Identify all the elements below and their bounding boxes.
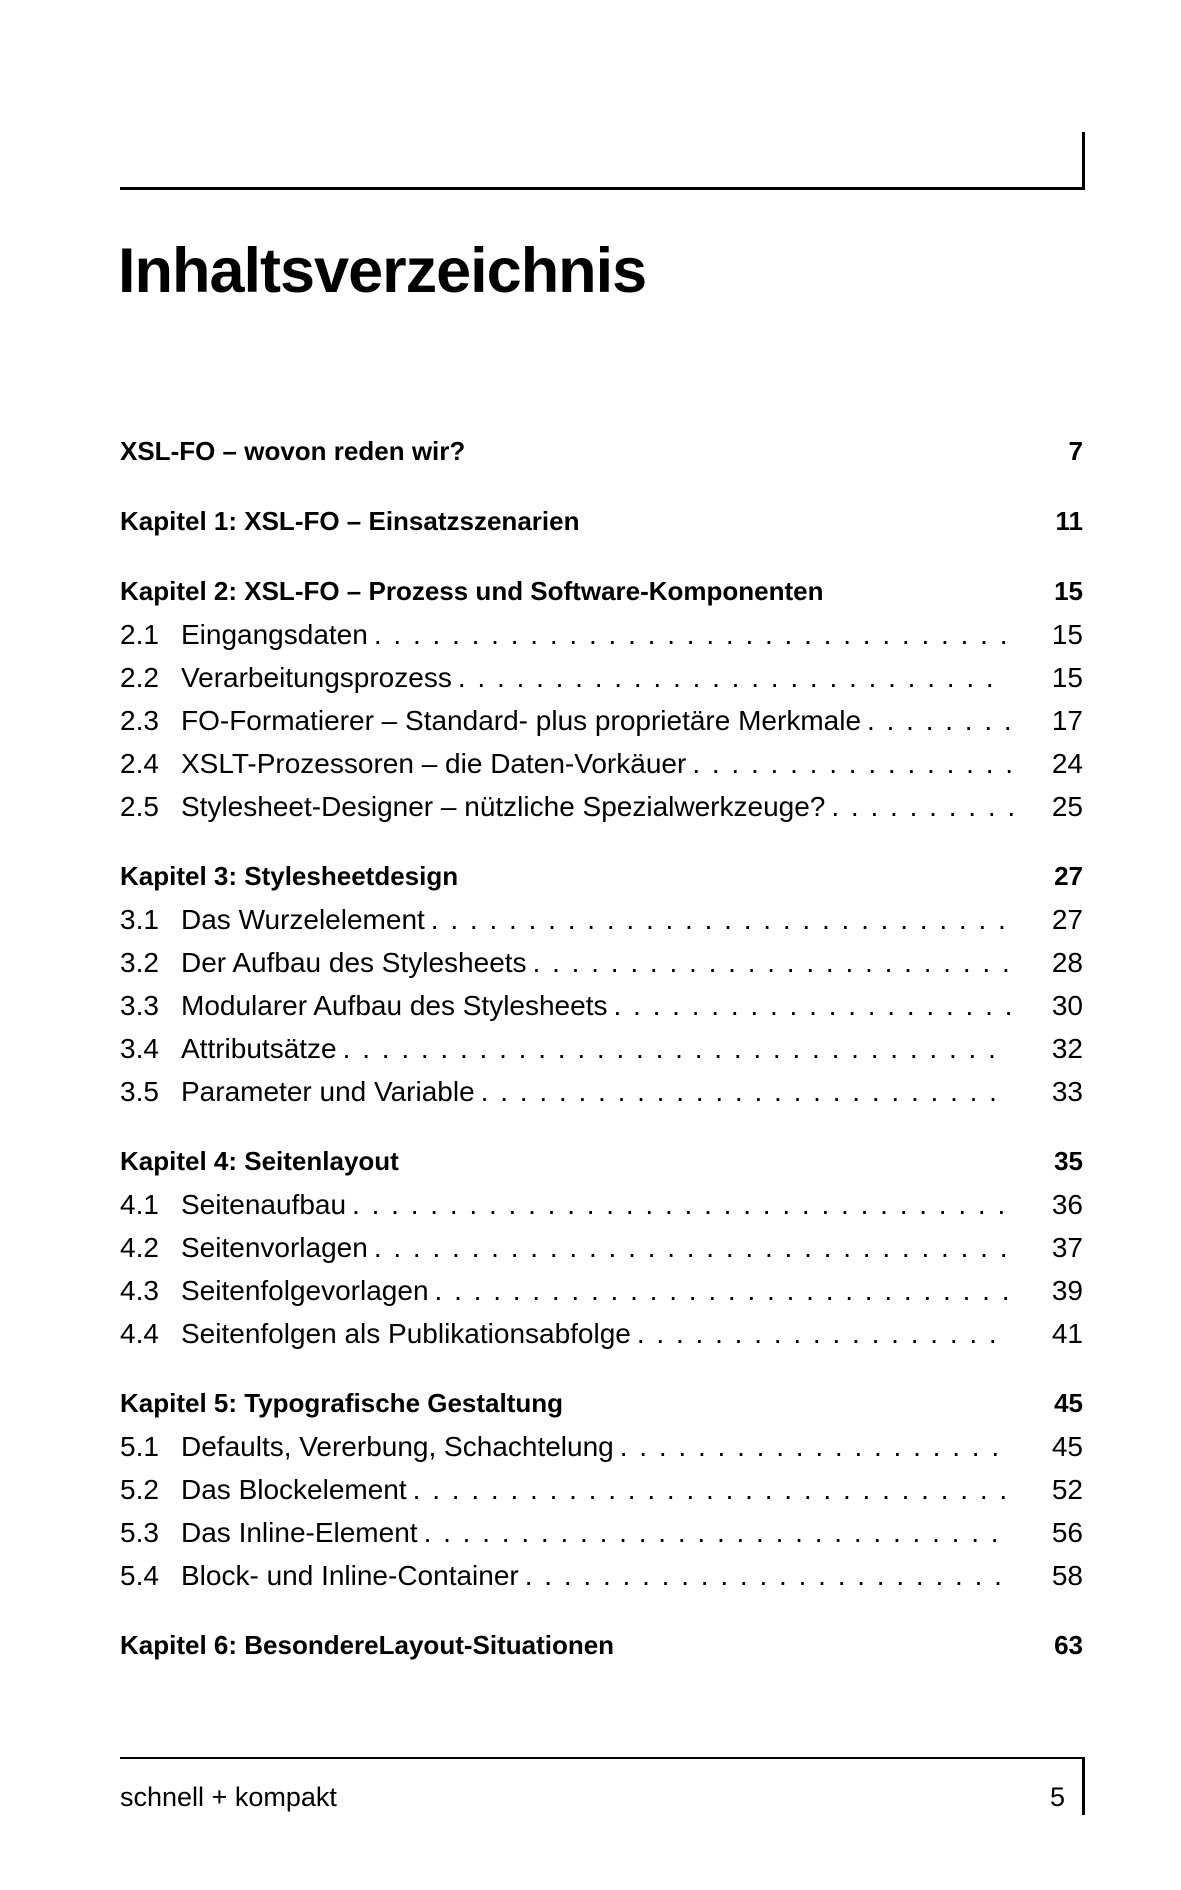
toc-dot-leader (458, 656, 1008, 699)
toc-section-entry (120, 1226, 1083, 1269)
toc-page-number: 28 (1051, 947, 1083, 978)
toc-section-title: Eingangsdaten (181, 619, 368, 650)
toc-section-number: 4.3 (120, 1275, 159, 1306)
toc-dot-leader (431, 898, 1008, 941)
toc-section-entry (120, 1425, 1083, 1468)
toc-section-number: 4.4 (120, 1318, 159, 1349)
toc-section-number: 5.4 (120, 1560, 159, 1591)
toc-section-entry (120, 785, 1083, 828)
toc-chapter-entry (120, 1140, 1083, 1183)
toc-chapter-entry (120, 1382, 1083, 1425)
toc-section-number: 2.1 (120, 619, 159, 650)
toc-section-title: Block- und Inline-Container (181, 1560, 519, 1591)
toc-page-number: 58 (1051, 1560, 1083, 1591)
toc-section-title: Das Blockelement (181, 1474, 407, 1505)
footer-series-title: schnell + kompakt (120, 1782, 337, 1812)
toc-section-entry (120, 898, 1083, 941)
toc-section-number: 5.2 (120, 1474, 159, 1505)
toc-section-entry (120, 1312, 1083, 1355)
toc-page-number: 56 (1051, 1517, 1083, 1548)
toc-dot-leader (374, 1226, 1007, 1269)
toc-dot-leader (613, 984, 1010, 1027)
toc-page-number: 45 (1054, 1388, 1083, 1418)
toc-section-number: 2.4 (120, 748, 159, 779)
toc-page-number: 15 (1054, 576, 1083, 606)
toc-section-title: Seitenfolgen als Publikationsabfolge (181, 1318, 631, 1349)
toc-section-entry (120, 1070, 1083, 1113)
toc-section-title: Seitenfolgevorlagen (181, 1275, 429, 1306)
toc-section-number: 2.5 (120, 791, 159, 822)
toc-page-number: 52 (1051, 1474, 1083, 1505)
toc-dot-leader (374, 613, 1007, 656)
toc-section-title: FO-Formatierer – Standard- plus proprietäre Merkmale (181, 705, 862, 736)
toc-chapter-title: Kapitel 4: Seitenlayout (120, 1146, 399, 1176)
toc-section-number: 3.1 (120, 904, 159, 935)
toc-section-entry (120, 984, 1083, 1027)
toc-section-title: Verarbeitungsprozess (181, 662, 452, 693)
toc-chapter-entry (120, 570, 1083, 613)
toc-page-number: 25 (1051, 791, 1083, 822)
toc-section-entry (120, 1183, 1083, 1226)
toc-page-number: 27 (1051, 904, 1083, 935)
toc-section-title: Defaults, Vererbung, Schachtelung (181, 1431, 614, 1462)
toc-dot-leader (620, 1425, 1011, 1468)
page-title: Inhaltsverzeichnis (118, 236, 647, 306)
toc-section-number: 3.4 (120, 1033, 159, 1064)
toc-section-number: 2.3 (120, 705, 159, 736)
toc-section-title: Seitenaufbau (181, 1189, 347, 1220)
toc-section-number: 3.2 (120, 947, 159, 978)
toc-section-title: Seitenvorlagen (181, 1232, 368, 1263)
toc-chapter-title: Kapitel 6: BesondereLayout-Situationen (120, 1630, 615, 1660)
toc-section-title: Der Aufbau des Stylesheets (181, 947, 527, 978)
toc-section-title: Das Wurzelelement (181, 904, 425, 935)
toc-section-title: Stylesheet-Designer – nützliche Spezialwerkzeuge? (181, 791, 826, 822)
toc-dot-leader (637, 1312, 1011, 1355)
toc-section-entry (120, 1269, 1083, 1312)
toc-section-title: XSLT-Prozessoren – die Daten-Vorkäuer (181, 748, 687, 779)
toc-page-number: 36 (1051, 1189, 1083, 1220)
toc-section-entry (120, 1554, 1083, 1597)
toc-dot-leader (424, 1511, 1008, 1554)
toc-page-number: 39 (1051, 1275, 1083, 1306)
toc-section-number: 3.5 (120, 1076, 159, 1107)
toc-page-number: 15 (1051, 662, 1083, 693)
toc-dot-leader (435, 1269, 1008, 1312)
toc-chapter-entry (120, 500, 1083, 543)
toc-page-number: 15 (1051, 619, 1083, 650)
toc-chapter-title: Kapitel 3: Stylesheetdesign (120, 861, 459, 891)
toc-chapter-title: Kapitel 5: Typografische Gestaltung (120, 1388, 564, 1418)
toc-page-number: 35 (1054, 1146, 1083, 1176)
toc-section-entry (120, 1511, 1083, 1554)
toc-dot-leader (525, 1554, 1009, 1597)
toc-chapter-entry (120, 1624, 1083, 1667)
toc-page-number: 32 (1051, 1033, 1083, 1064)
toc-page-number: 27 (1054, 861, 1083, 891)
toc-dot-leader (413, 1468, 1007, 1511)
toc-page-number: 41 (1051, 1318, 1083, 1349)
toc-dot-leader (481, 1070, 1009, 1113)
top-rule-corner (1082, 132, 1085, 190)
toc-page-number: 63 (1054, 1630, 1083, 1660)
toc-section-title: Das Inline-Element (181, 1517, 418, 1548)
toc-dot-leader (352, 1183, 1006, 1226)
toc-dot-leader (343, 1027, 1006, 1070)
toc-chapter-entry (120, 430, 1083, 473)
toc-section-entry (120, 613, 1083, 656)
toc-page-number: 45 (1051, 1431, 1083, 1462)
toc-section-title: Parameter und Variable (181, 1076, 475, 1107)
toc-page-number: 30 (1051, 990, 1083, 1021)
bottom-rule-corner (1082, 1757, 1085, 1815)
toc-dot-leader (831, 785, 1014, 828)
toc-dot-leader (533, 941, 1010, 984)
toc-section-entry (120, 699, 1083, 742)
toc-section-entry (120, 656, 1083, 699)
toc-section-entry (120, 1027, 1083, 1070)
toc-section-number: 3.3 (120, 990, 159, 1021)
toc-section-entry (120, 742, 1083, 785)
toc-page-number: 11 (1055, 506, 1083, 536)
toc-section-title: Attributsätze (181, 1033, 337, 1064)
toc-page-number: 24 (1051, 748, 1083, 779)
toc-section-number: 5.1 (120, 1431, 159, 1462)
toc-section-number: 4.2 (120, 1232, 159, 1263)
toc-page-number: 7 (1068, 436, 1083, 466)
toc-page-number: 37 (1051, 1232, 1083, 1263)
toc-chapter-title: XSL-FO – wovon reden wir? (120, 436, 466, 466)
table-of-contents (120, 430, 1083, 1667)
toc-section-number: 4.1 (120, 1189, 159, 1220)
footer-page-number: 5 (1049, 1782, 1065, 1812)
toc-section-entry (120, 941, 1083, 984)
bottom-rule (120, 1757, 1085, 1759)
toc-page-number: 33 (1051, 1076, 1083, 1107)
toc-dot-leader (692, 742, 1011, 785)
top-rule (120, 187, 1085, 190)
toc-section-number: 5.3 (120, 1517, 159, 1548)
toc-chapter-title: Kapitel 1: XSL-FO – Einsatzszenarien (120, 506, 580, 536)
toc-chapter-title: Kapitel 2: XSL-FO – Prozess und Software-Komponenten (120, 576, 824, 606)
toc-chapter-entry (120, 855, 1083, 898)
toc-dot-leader (867, 699, 1015, 742)
toc-section-entry (120, 1468, 1083, 1511)
toc-section-number: 2.2 (120, 662, 159, 693)
toc-page-number: 17 (1051, 705, 1083, 736)
toc-section-title: Modularer Aufbau des Stylesheets (181, 990, 608, 1021)
